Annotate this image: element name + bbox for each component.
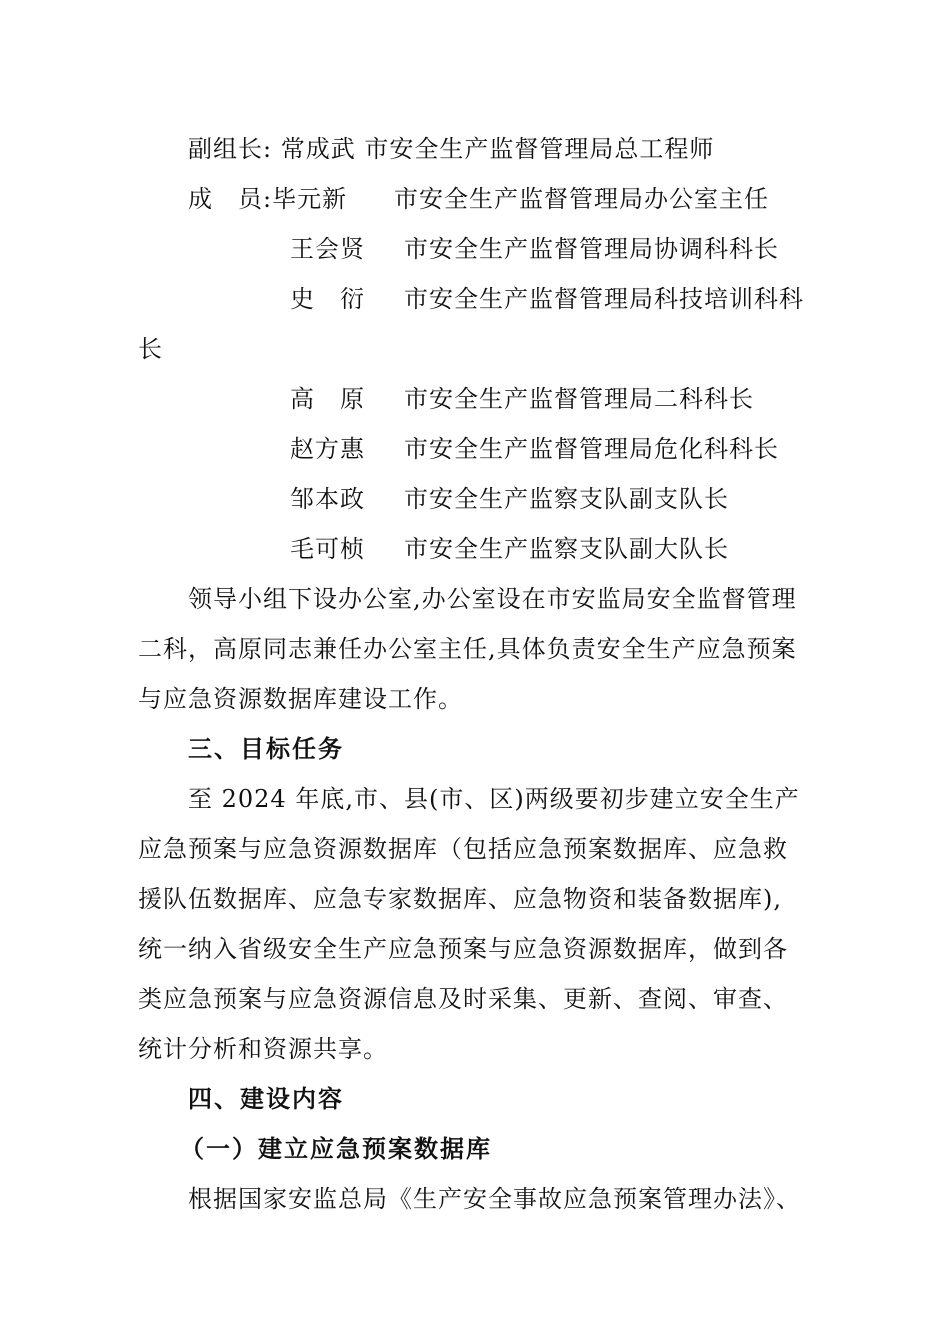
member-title: 市安全生产监督管理局危化科科长: [404, 435, 779, 463]
section3-paragraph-line: 统一纳入省级安全生产应急预案与应急资源数据库，做到各: [138, 935, 788, 963]
section-heading: 四、建设内容: [188, 1085, 344, 1113]
office-paragraph-line: 与应急资源数据库建设工作。: [138, 685, 463, 713]
deputy-name: 常成武: [280, 135, 356, 163]
section4-paragraph-line: 根据国家安监总局《生产安全事故应急预案管理办法》、: [188, 1185, 801, 1213]
member-title: 市安全生产监督管理局办公室主任: [394, 185, 769, 213]
member-name: 邹本政: [290, 485, 365, 513]
member-name: 高 原: [290, 385, 365, 413]
office-paragraph-line: 二科，高原同志兼任办公室主任,具体负责安全生产应急预案: [138, 635, 797, 663]
member-title: 市安全生产监督管理局科技培训科科: [404, 285, 804, 313]
member-title: 市安全生产监察支队副大队长: [404, 535, 729, 563]
section3-paragraph-line: 援队伍数据库、应急专家数据库、应急物资和装备数据库),: [138, 885, 782, 913]
member-title: 市安全生产监督管理局二科科长: [404, 385, 754, 413]
member-name: 毛可桢: [290, 535, 365, 563]
member-label: 成 员:: [188, 185, 273, 213]
section3-paragraph-line: 类应急预案与应急资源信息及时采集、更新、查阅、审查、: [138, 985, 788, 1013]
member-title: 市安全生产监察支队副支队长: [404, 485, 729, 513]
member-name: 赵方惠: [290, 435, 365, 463]
section3-paragraph-line: 至 2024 年底,市、县(市、区)两级要初步建立安全生产: [188, 785, 800, 813]
section3-paragraph-line: 应急预案与应急资源数据库（包括应急预案数据库、应急救: [138, 835, 788, 863]
section-heading: 三、目标任务: [188, 735, 344, 763]
deputy-role-label: 副组长:: [188, 135, 273, 163]
section3-paragraph-line: 统计分析和资源共享。: [138, 1035, 388, 1063]
deputy-title: 市安全生产监督管理局总工程师: [364, 135, 715, 163]
member-name: 史 衍: [290, 285, 365, 313]
member-name: 毕元新: [272, 185, 348, 213]
subsection-heading: （一）建立应急预案数据库: [180, 1135, 492, 1163]
member-row-first: [188, 184, 888, 214]
office-paragraph-line: 领导小组下设办公室,办公室设在市安监局安全监督管理: [188, 585, 797, 613]
member-title: 市安全生产监督管理局协调科科长: [404, 235, 779, 263]
member-title-wrap: 长: [138, 335, 163, 363]
member-name: 王会贤: [290, 235, 365, 263]
deputy-leader-row: [188, 134, 714, 164]
